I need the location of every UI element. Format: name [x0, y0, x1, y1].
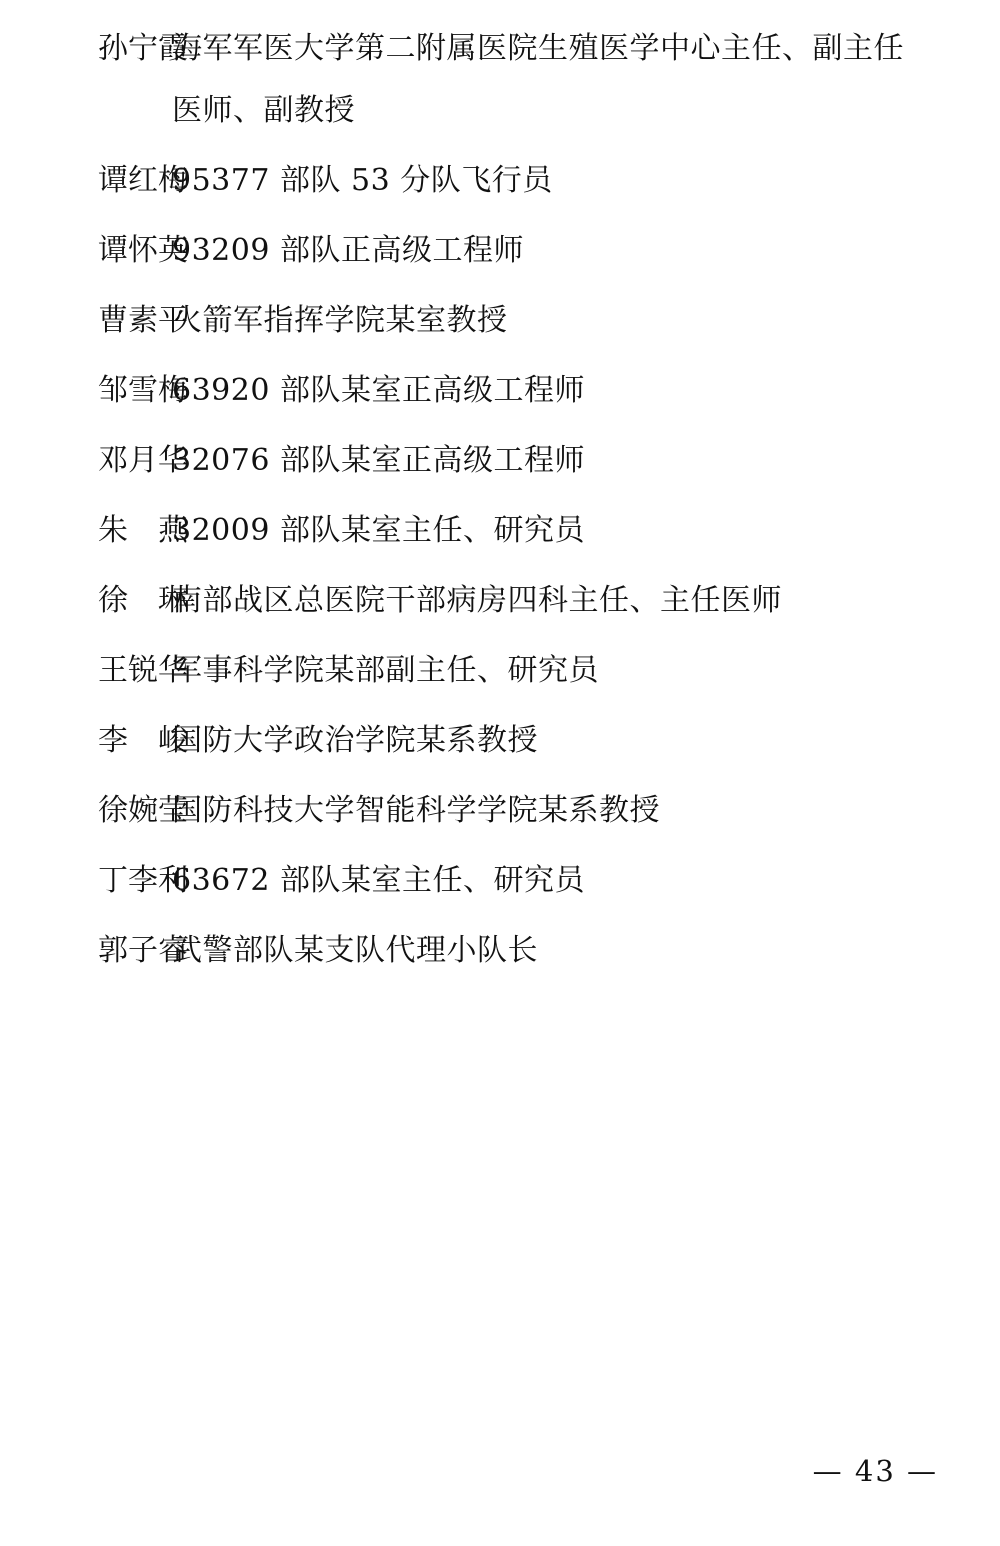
list-item [20, 360, 980, 422]
list-item [20, 150, 980, 212]
entry-title: 国防大学政治学院某系教授 [172, 723, 538, 758]
list-item [20, 430, 980, 492]
list-item [20, 570, 980, 632]
list-item [20, 920, 980, 982]
entry-name: 谭怀英 [98, 233, 188, 268]
entry-title: 32009 部队某室主任、研究员 [172, 513, 585, 548]
entry-title: 95377 部队 53 分队飞行员 [172, 163, 553, 198]
entry-name: 徐婉莹 [98, 793, 188, 828]
entry-title: 武警部队某支队代理小队长 [172, 933, 538, 968]
entry-name: 郭子睿 [98, 933, 188, 968]
entry-name: 孙宁霞 [98, 31, 188, 66]
entry-title: 国防科技大学智能科学学院某系教授 [172, 793, 660, 828]
entry-title: 63920 部队某室正高级工程师 [172, 373, 585, 408]
entry-title: 32076 部队某室正高级工程师 [172, 443, 585, 478]
honoree-list [20, 18, 980, 982]
entry-title: 南部战区总医院干部病房四科主任、主任医师 [172, 583, 782, 618]
entry-title: 军事科学院某部副主任、研究员 [172, 653, 599, 688]
list-item [20, 290, 980, 352]
entry-name: 朱 燕 [98, 513, 188, 548]
list-item [20, 220, 980, 282]
entry-name: 王锐华 [98, 653, 188, 688]
list-item [20, 500, 980, 562]
entry-name: 邹雪梅 [98, 373, 188, 408]
list-item [20, 710, 980, 772]
page-number: — 43 — [812, 1454, 938, 1488]
entry-name: 曹素平 [98, 303, 188, 338]
list-item [20, 18, 980, 142]
list-item [20, 640, 980, 702]
list-item [20, 850, 980, 912]
entry-title: 63672 部队某室主任、研究员 [172, 863, 585, 898]
entry-title: 93209 部队正高级工程师 [172, 233, 524, 268]
entry-name: 徐 琳 [98, 583, 188, 618]
entry-name: 李 峻 [98, 723, 188, 758]
entry-title: 海军军医大学第二附属医院生殖医学中心主任、副主任医师、副教授 [172, 31, 904, 128]
entry-name: 谭红梅 [98, 163, 188, 198]
entry-name: 邓月华 [98, 443, 188, 478]
list-item [20, 780, 980, 842]
entry-title: 火箭军指挥学院某室教授 [172, 303, 508, 338]
entry-name: 丁李利 [98, 863, 188, 898]
